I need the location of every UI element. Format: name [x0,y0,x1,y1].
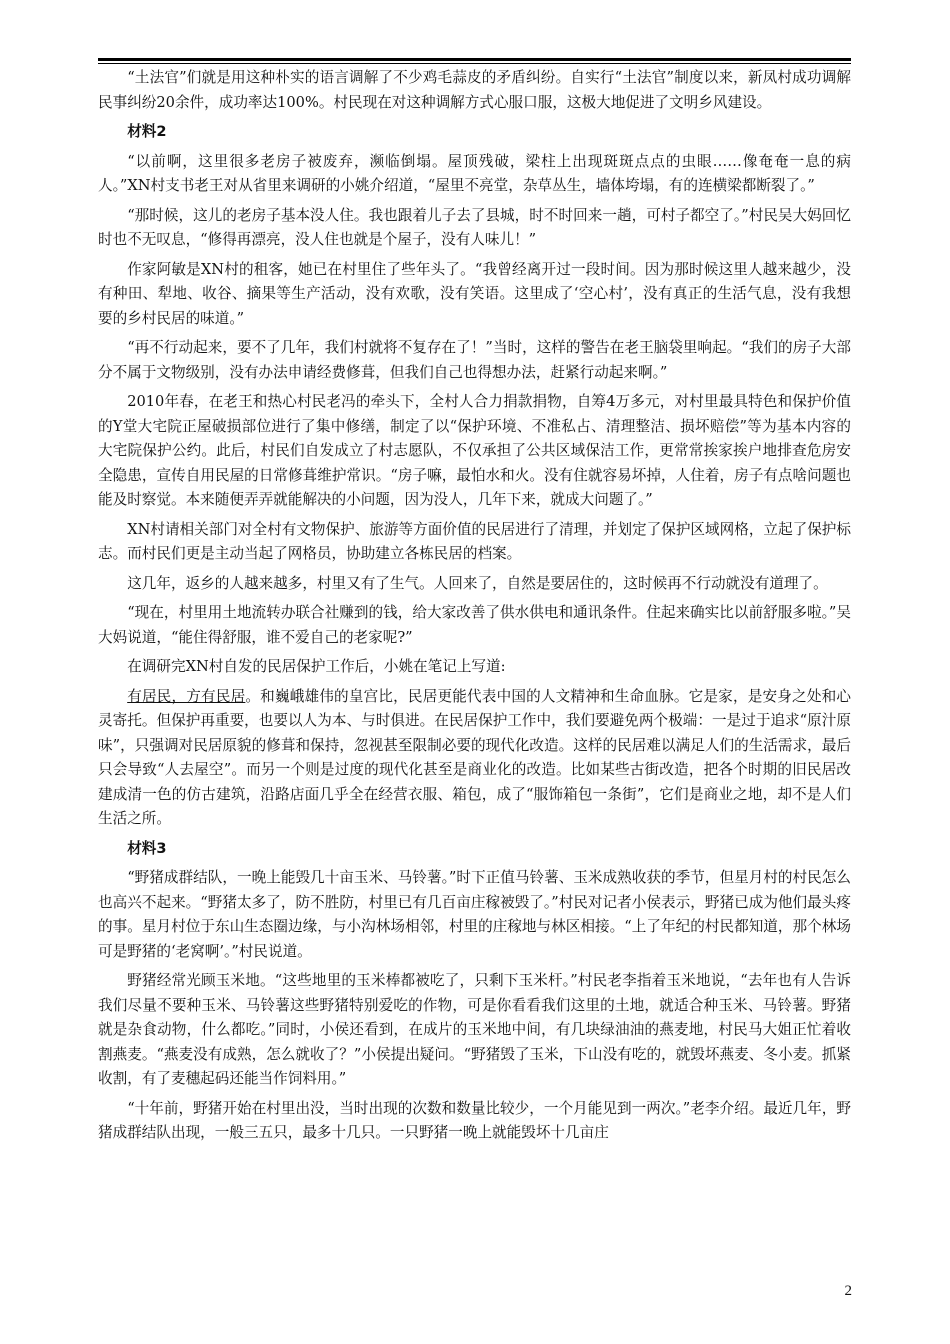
paragraph: “土法官”们就是用这种朴实的语言调解了不少鸡毛蒜皮的矛盾纠纷。自实行“土法官”制度以来，新凤村成功调解民事纠纷20余件，成功率达100%。村民现在对这种调解方式心服口服，这极大地促进了文明乡风建设。 [98,69,851,111]
section-heading-material-3: 材料3 [127,839,167,857]
paragraph: “再不行动起来，要不了几年，我们村就将不复存在了！”当时，这样的警告在老王脑袋里响起。“我们的房子大部分不属于文物级别，没有办法申请经费修葺，但我们自己也得想办法，赶紧行动起来啊。” [98,339,851,381]
paragraph: “那时候，这儿的老房子基本没人住。我也跟着儿子去了县城，时不时回来一趟，可村子都空了。”村民吴大妈回忆时也不无叹息，“修得再漂亮，没人住也就是个屋子，没有人味儿！” [98,206,851,248]
section-heading-material-2: 材料2 [127,123,167,140]
document-body [98,66,851,1151]
paragraph: “野猪成群结队，一晚上能毁几十亩玉米、马铃薯。”时下正值马铃薯、玉米成熟收获的季节，但星月村的村民怎么也高兴不起来。“野猪太多了，防不胜防，村里已有几百亩庄稼被毁了。”村民对记者小侯表示，野猪已成为他们最头疼的事。星月村位于东山生态圈边缘，与小沟林场相邻，村里的庄稼地与林区相接。“上了年纪的村民都知道，那个林场可是野猪的‘老窝啊’。”村民说道。 [98,869,851,960]
paragraph: 作家阿敏是XN村的租客，她已在村里住了些年头了。“我曾经离开过一段时间。因为那时候这里人越来越少，没有种田、犁地、收谷、摘果等生产活动，没有欢歌，没有笑语。这里成了‘空心村’，没有真正的生活气息，没有我想要的乡村民居的味道。” [98,260,851,327]
paragraph: 这几年，返乡的人越来越多，村里又有了生气。人回来了，自然是要居住的，这时候再不行动就没有道理了。 [127,574,828,592]
paragraph-notes [98,685,851,832]
underlined-phrase: 有居民，方有民居 [127,687,246,705]
paragraph: 野猪经常光顾玉米地。“这些地里的玉米棒都被吃了，只剩下玉米杆。”村民老李指着玉米地说，“去年也有人告诉我们尽量不要种玉米、马铃薯这些野猪特别爱吃的作物，可是你看看我们这里的土地，就适合种玉米、马铃薯。野猪就是杂食动物，什么都吃。”同时，小侯还看到，在成片的玉米地中间，有几块绿油油的燕麦地，村民马大姐正忙着收割燕麦。“燕麦没有成熟，怎么就收了？”小侯提出疑问。“野猪毁了玉米，下山没有吃的，就毁坏燕麦、冬小麦。抓紧收割，有了麦穗起码还能当作饲料用。” [98,972,851,1087]
header-rule [98,58,851,61]
paragraph: “十年前，野猪开始在村里出没，当时出现的次数和数量比较少，一个月能见到一两次。”老李介绍。最近几年，野猪成群结队出现，一般三五只，最多十几只。一只野猪一晚上就能毁坏十几亩庄 [98,1099,851,1141]
paragraph: “以前啊，这里很多老房子被废弃，濒临倒塌。屋顶残破，梁柱上出现斑斑点点的虫眼……像奄奄一息的病人。”XN村支书老王对从省里来调研的小姚介绍道，“屋里不亮堂，杂草丛生，墙体垮塌，有的连横梁都断裂了。” [98,152,851,194]
paragraph-notes-text: 。和巍峨雄伟的皇宫比，民居更能代表中国的人文精神和生命血脉。它是家，是安身之处和心灵寄托。但保护再重要，也要以人为本、与时俱进。在民居保护工作中，我们要避免两个极端：一是过于追求“原汁原味”，只强调对民居原貌的修葺和保持，忽视甚至限制必要的现代化改造。这样的民居难以满足人们的生活需求，最后只会导致“人去屋空”。而另一个则是过度的现代化甚至是商业化的改造。比如某些古街改造，把各个时期的旧民居改建成清一色的仿古建筑，沿路店面几乎全在经营衣服、箱包，成了“服饰箱包一条街”，它们是商业之地，却不是人们生活之所。 [98,687,851,827]
page-number: 2 [844,1283,852,1299]
paragraph: 在调研完XN村自发的民居保护工作后，小姚在笔记上写道: [127,658,506,675]
paragraph: 2010年春，在老王和热心村民老冯的牵头下，全村人合力捐款捐物，自筹4万多元，对村里最具特色和保护价值的Y堂大宅院正屋破损部位进行了集中修缮，制定了以“保护环境、不准私占、清理整洁、损坏赔偿”等为基本内容的大宅院保护公约。此后，村民们自发成立了村志愿队，不仅承担了公共区域保洁工作，更常常挨家挨户地排查危房安全隐患，宣传自用民屋的日常修葺维护常识。“房子嘛，最怕水和火。没有住就容易坏掉，人住着，房子有点啥问题也能及时察觉。本来随便弄弄就能解决的小问题，因为没人，几年下来，就成大问题了。” [98,393,851,508]
header-rule-thin [98,63,851,64]
paragraph: “现在，村里用土地流转办联合社赚到的钱，给大家改善了供水供电和通讯条件。住起来确实比以前舒服多啦。”吴大妈说道，“能住得舒服，谁不爱自己的老家呢?” [98,604,851,646]
paragraph: XN村请相关部门对全村有文物保护、旅游等方面价值的民居进行了清理，并划定了保护区域网格，立起了保护标志。而村民们更是主动当起了网格员，协助建立各栋民居的档案。 [98,520,851,562]
